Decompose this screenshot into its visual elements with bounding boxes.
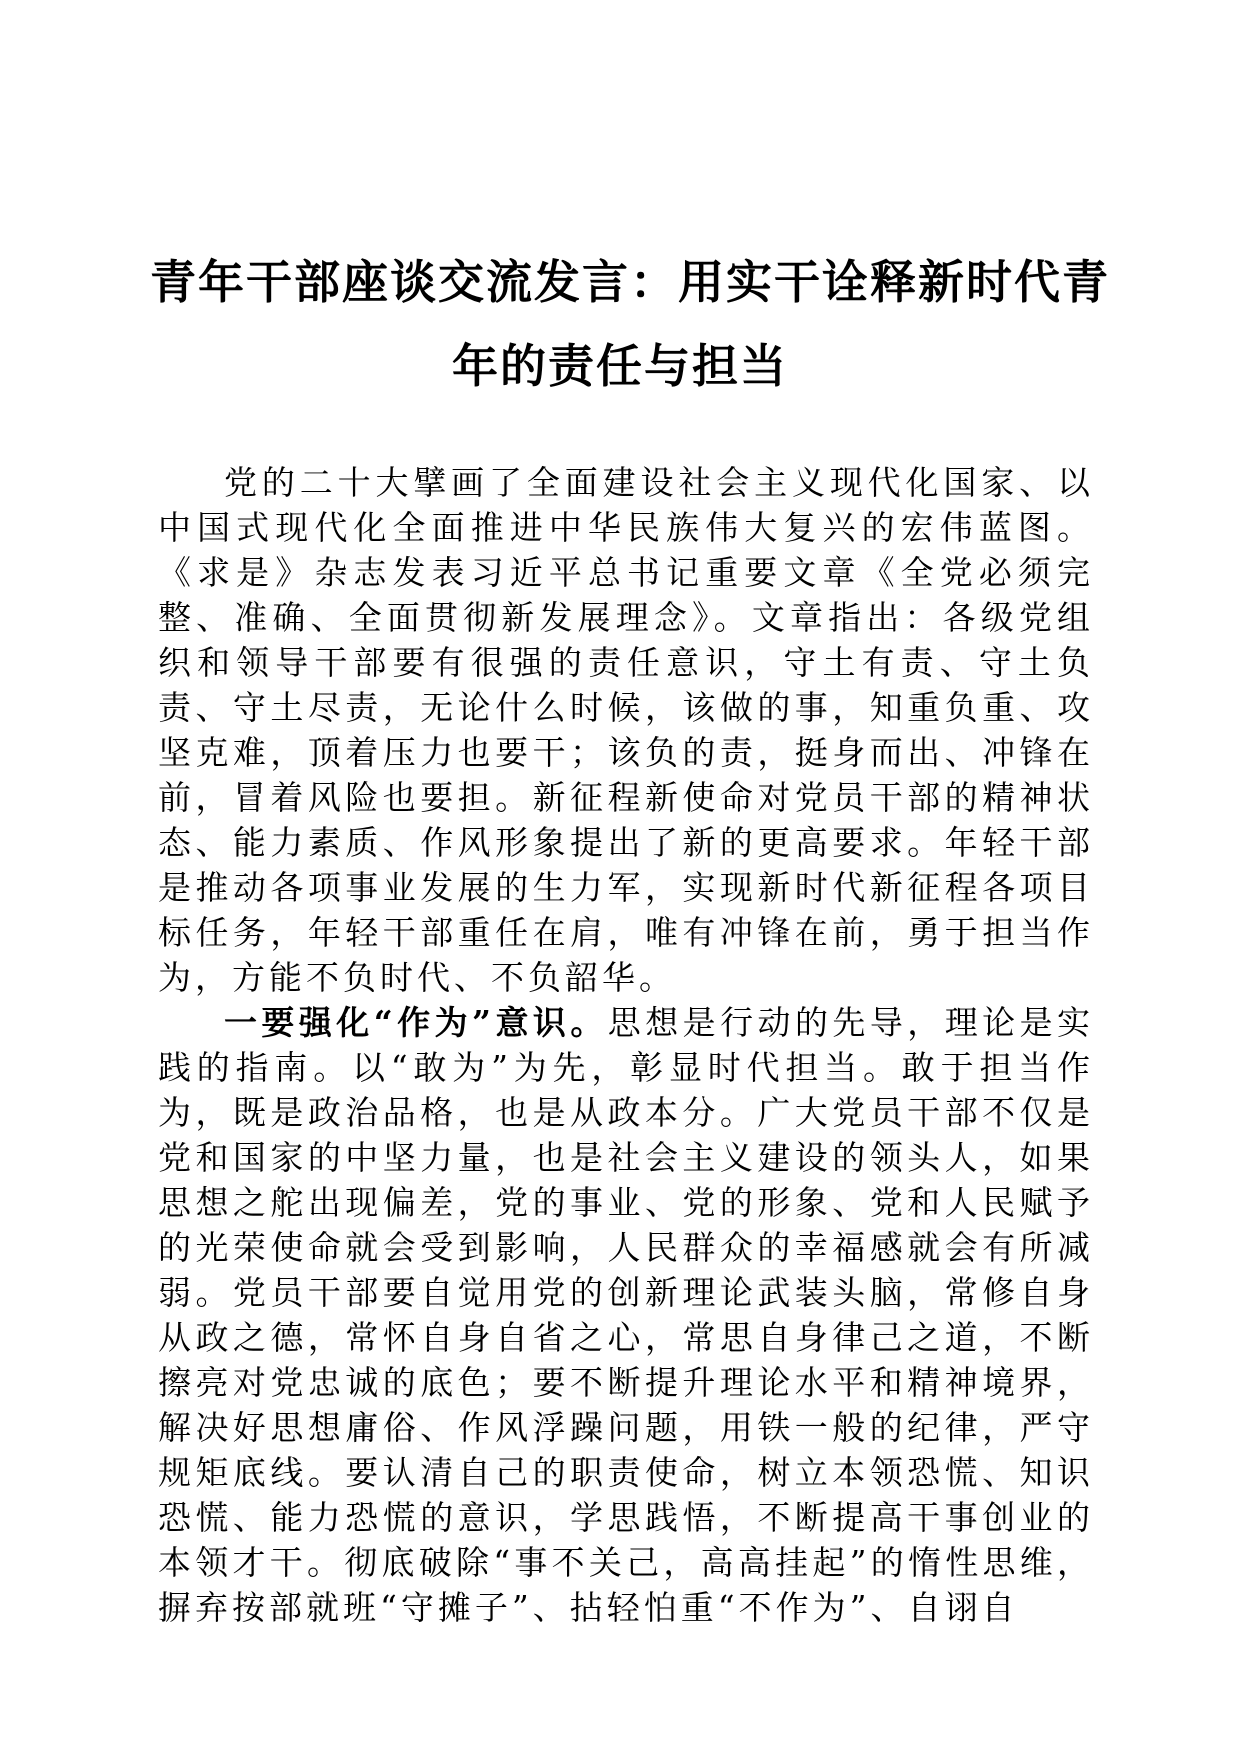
document-body bbox=[158, 460, 1094, 1630]
title-line-1: 青年干部座谈交流发言：用实干诠释新时代青 bbox=[150, 255, 1110, 309]
point-one-text: 思想是行动的先导，理论是实践的指南。以“敢为”为先，彰显时代担当。敢于担当作为，既是政治品格，也是从政本分。广大党员干部不仅是党和国家的中坚力量，也是社会主义建设的领头人，如果思想之舵出现偏差，党的事业、党的形象、党和人民赋予的光荣使命就会受到影响，人民群众的幸福感就会有所减弱。党员干部要自觉用党的创新理论武装头脑，常修自身从政之德，常怀自身自省之心，常思自身律己之道，不断擦亮对党忠诚的底色；要不断提升理论水平和精神境界，解决好思想庸俗、作风浮躁问题，用铁一般的纪律，严守规矩底线。要认清自己的职责使命，树立本领恐慌、知识恐慌、能力恐慌的意识，学思践悟，不断提高干事创业的本领才干。彻底破除“事不关己，高高挂起”的惰性思维，摒弃按部就班“守摊子”、拈轻怕重“不作为”、自诩自 bbox=[158, 1003, 1094, 1627]
point-one-heading: 一要强化“作为”意识。 bbox=[224, 1003, 608, 1042]
intro-paragraph bbox=[158, 460, 1094, 1000]
intro-paragraph-text: 党的二十大擘画了全面建设社会主义现代化国家、以中国式现代化全面推进中华民族伟大复兴的宏伟蓝图。《求是》杂志发表习近平总书记重要文章《全党必须完整、准确、全面贯彻新发展理念》。文章指出：各级党组织和领导干部要有很强的责任意识，守土有责、守土负责、守土尽责，无论什么时候，该做的事，知重负重、攻坚克难，顶着压力也要干；该负的责，挺身而出、冲锋在前，冒着风险也要担。新征程新使命对党员干部的精神状态、能力素质、作风形象提出了新的更高要求。年轻干部是推动各项事业发展的生力军，实现新时代新征程各项目标任务，年轻干部重任在肩，唯有冲锋在前，勇于担当作为，方能不负时代、不负韶华。 bbox=[158, 463, 1094, 997]
document-title bbox=[150, 240, 1110, 408]
title-line-2: 年的责任与担当 bbox=[452, 339, 788, 393]
point-one-paragraph bbox=[158, 1000, 1094, 1630]
